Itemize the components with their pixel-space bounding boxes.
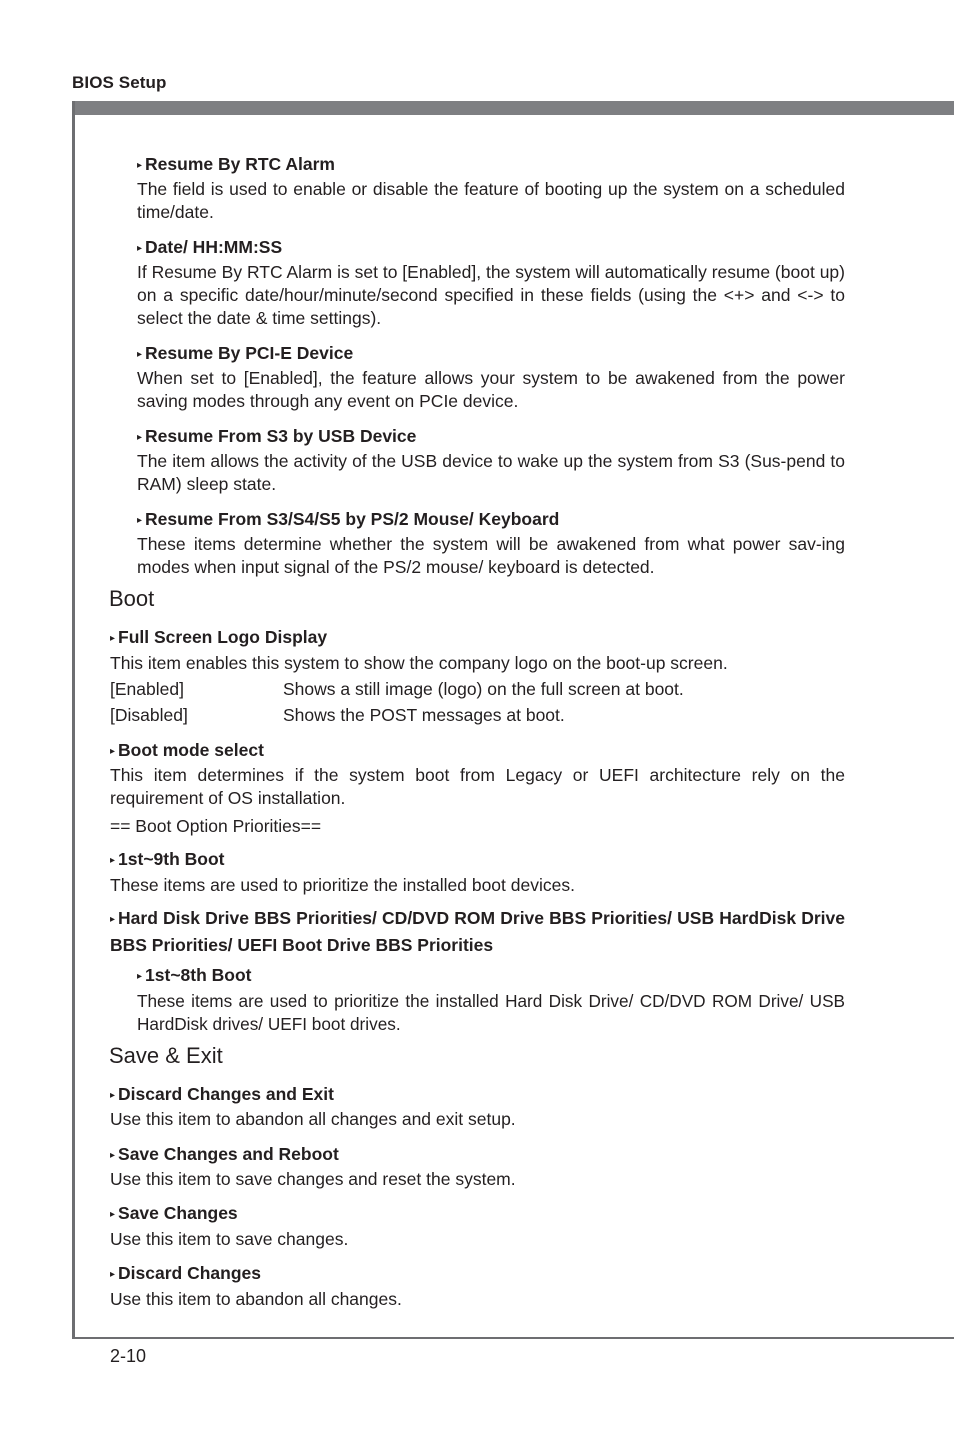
item-desc-discard-exit: Use this item to abandon all changes and exit setup. [110, 1109, 516, 1129]
bullet-icon: ▸ [110, 1090, 116, 1101]
page-number: 2-10 [110, 1346, 147, 1366]
bullet-icon: ▸ [137, 243, 143, 254]
section-heading-boot: Boot [109, 586, 155, 611]
item-desc-usb: The item allows the activity of the USB device to wake up the system from S3 (Sus-pend to RAM) sleep state. [137, 451, 845, 495]
bullet-icon: ▸ [137, 971, 143, 982]
item-desc-ps2: These items determine whether the system will be awakened from what power sav-ing modes when input signal of the PS/2 mouse/ keyboard is detected. [137, 534, 845, 578]
item-title-save-reboot: ▸ Save Changes and Reboot [110, 1144, 339, 1164]
item-title-date-time: ▸ Date/ HH:MM:SS [137, 237, 283, 257]
bullet-icon: ▸ [137, 160, 143, 171]
option-label-disabled: [Disabled] [110, 705, 188, 725]
item-title-boot-mode: ▸ Boot mode select [110, 740, 264, 760]
item-desc-pcie: When set to [Enabled], the feature allows your system to be awakened from the power saving modes through any event on PCIe device. [137, 368, 845, 412]
item-title-save-changes: ▸ Save Changes [110, 1203, 238, 1223]
bullet-icon: ▸ [137, 349, 143, 360]
item-desc-1st-8th-boot: These items are used to prioritize the installed Hard Disk Drive/ CD/DVD ROM Drive/ USB HardDisk drives/ UEFI boot drives. [137, 991, 845, 1035]
bullet-icon: ▸ [110, 633, 116, 644]
item-title-logo-display: ▸ Full Screen Logo Display [110, 627, 328, 647]
item-desc-save-reboot: Use this item to save changes and reset the system. [110, 1169, 516, 1189]
item-title-discard-changes: ▸ Discard Changes [110, 1263, 261, 1283]
bullet-icon: ▸ [110, 914, 116, 925]
boot-option-priorities: == Boot Option Priorities== [110, 816, 322, 836]
item-title-discard-exit: ▸ Discard Changes and Exit [110, 1084, 334, 1104]
option-desc-disabled: Shows the POST messages at boot. [283, 705, 565, 725]
item-title-pcie: ▸ Resume By PCI-E Device [137, 343, 354, 363]
item-title-bbs-priorities: ▸ Hard Disk Drive BBS Priorities/ CD/DVD ROM Drive BBS Priorities/ USB HardDisk Drive BBS Priorities/ UEFI Boot Drive BBS Priorities [110, 908, 845, 955]
bullet-icon: ▸ [110, 746, 116, 757]
item-title-1st-8th-boot: ▸ 1st~8th Boot [137, 965, 252, 985]
item-desc-logo-display: This item enables this system to show the company logo on the boot-up screen. [110, 653, 728, 673]
item-desc-save-changes: Use this item to save changes. [110, 1229, 349, 1249]
bullet-icon: ▸ [110, 1150, 116, 1161]
section-heading-save-exit: Save & Exit [109, 1043, 223, 1068]
item-title-ps2: ▸ Resume From S3/S4/S5 by PS/2 Mouse/ Keyboard [137, 509, 560, 529]
bullet-icon: ▸ [137, 515, 143, 526]
bullet-icon: ▸ [110, 1269, 116, 1280]
header-bar [72, 101, 954, 115]
item-desc-rtc-alarm: The field is used to enable or disable the feature of booting up the system on a scheduled time/date. [137, 179, 845, 223]
item-title-usb: ▸ Resume From S3 by USB Device [137, 426, 417, 446]
bullet-icon: ▸ [110, 1209, 116, 1220]
page-header-title: BIOS Setup [72, 73, 167, 92]
bottom-rule [72, 1337, 954, 1339]
item-desc-discard-changes: Use this item to abandon all changes. [110, 1289, 402, 1309]
bullet-icon: ▸ [137, 432, 143, 443]
option-label-enabled: [Enabled] [110, 679, 184, 699]
item-title-rtc-alarm: ▸ Resume By RTC Alarm [137, 154, 335, 174]
bullet-icon: ▸ [110, 855, 116, 866]
item-desc-1st-9th-boot: These items are used to prioritize the installed boot devices. [110, 875, 575, 895]
option-desc-enabled: Shows a still image (logo) on the full screen at boot. [283, 679, 684, 699]
item-title-1st-9th-boot: ▸ 1st~9th Boot [110, 849, 225, 869]
left-rule [72, 101, 75, 1339]
item-desc-boot-mode: This item determines if the system boot from Legacy or UEFI architecture rely on the requirement of OS installation. [110, 765, 845, 809]
item-desc-date-time: If Resume By RTC Alarm is set to [Enabled], the system will automatically resume (boot up) on a specific date/hour/minute/second specified in these fields (using the <+> and <-> to select the date & time settings). [137, 262, 845, 329]
